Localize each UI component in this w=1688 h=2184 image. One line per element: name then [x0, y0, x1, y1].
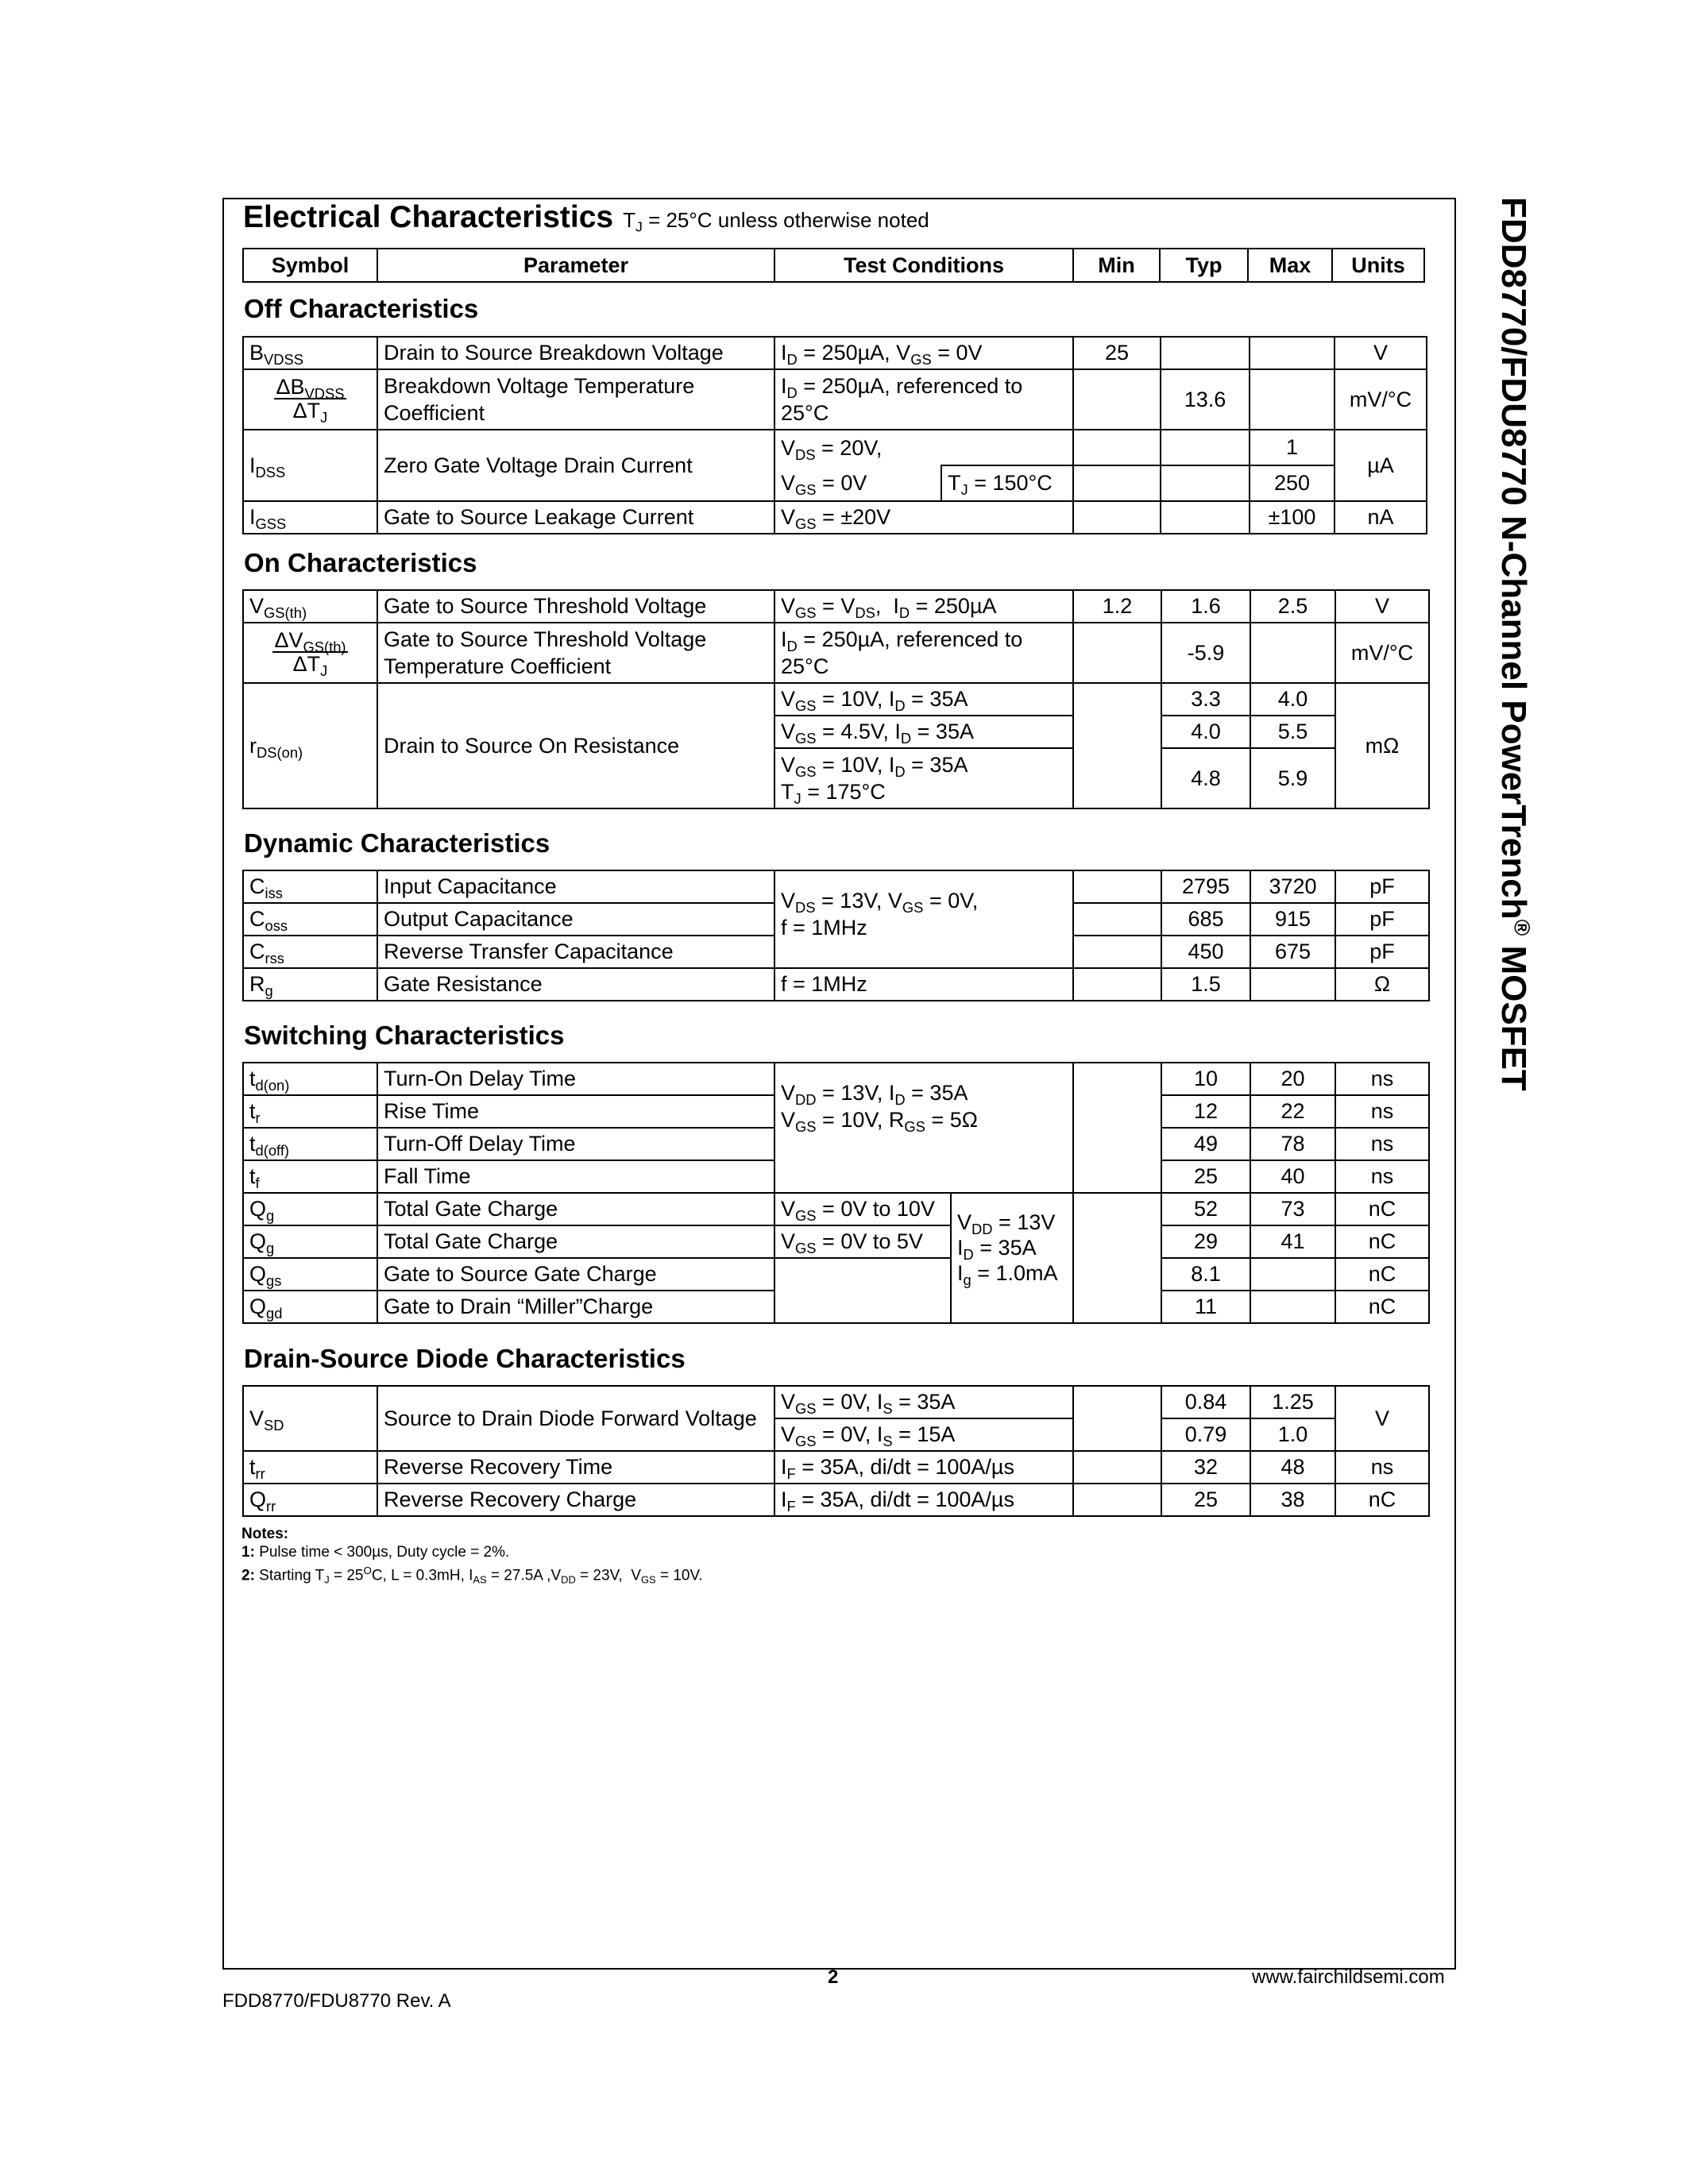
table-row: [243, 1193, 1429, 1225]
table-row: [243, 1258, 1429, 1291]
typ-value: 450: [1161, 936, 1250, 968]
symbol: $t_f$: [243, 1160, 377, 1193]
unit: nC: [1335, 1291, 1429, 1323]
symbol: $t_{d(off)}$: [243, 1128, 377, 1160]
test-condition: $I_D = 250\mu A$, $V_{GS} = 0V$: [774, 337, 1073, 369]
typ-value: 4.8: [1161, 748, 1250, 808]
table-row: [243, 1063, 1429, 1095]
notes: Notes: 1: Pulse time < 300µs, Duty cycle = 2%. 2: Starting $T_J = 25^OC$, L = 0.3mH, $I_{AS} = 27.5A$ $,V_{DD} = 23V$, $V_{GS} = 10V$.: [241, 1526, 703, 1586]
test-condition: $I_F = 35A$, di/dt = 100A/µs: [774, 1484, 1073, 1516]
section-switching-title: Switching Characteristics: [244, 1021, 565, 1050]
typ-value: 11: [1161, 1291, 1250, 1323]
test-condition: $V_{DS} = 20V$, $V_{GS} = 0V$ $T_J = 150^\circ C$: [774, 430, 1073, 501]
parameter: Fall Time: [377, 1160, 774, 1193]
symbol: $Q_{gs}$: [243, 1258, 377, 1291]
symbol: $C_{rss}$: [243, 936, 377, 968]
unit: ns: [1335, 1095, 1429, 1128]
test-condition: $V_{GS} = 10V$, $I_D = 35A$ $T_J = 175^\circ C$: [774, 748, 1073, 808]
unit: ns: [1335, 1451, 1429, 1484]
max-value: 1.25: [1250, 1386, 1335, 1418]
test-condition: $V_{DD} = 13V$, $I_D = 35A$ $V_{GS} = 10V$, $R_{GS} = 5\Omega$: [774, 1063, 1073, 1193]
table-row: [243, 1386, 1429, 1418]
symbol: $I_{DSS}$: [243, 430, 377, 501]
table-row: [243, 430, 1427, 465]
parameter: Input Capacitance: [377, 870, 774, 903]
typ-value: 0.79: [1161, 1418, 1250, 1451]
parameter: Turn-On Delay Time: [377, 1063, 774, 1095]
table-row: [243, 968, 1429, 1001]
max-value: 2.5: [1250, 590, 1335, 623]
typ-value: 685: [1161, 903, 1250, 936]
typ-value: 3.3: [1161, 683, 1250, 716]
typ-value: 25: [1161, 1160, 1250, 1193]
symbol: $Q_g$: [243, 1193, 377, 1225]
table-row: [243, 501, 1427, 534]
parameter: Gate to Source Threshold Voltage Temperature Coefficient: [377, 623, 774, 683]
column-header-table: [242, 248, 1425, 283]
max-value: 4.0: [1250, 683, 1335, 716]
unit: mV/°C: [1335, 369, 1427, 430]
parameter: Gate to Source Leakage Current: [377, 501, 774, 534]
unit: nC: [1335, 1258, 1429, 1291]
parameter: Gate to Source Gate Charge: [377, 1258, 774, 1291]
test-condition: $V_{GS} = \pm 20V$: [774, 501, 1073, 534]
test-condition: $V_{GS} = 0V$ to 10V: [774, 1193, 951, 1225]
max-value: 78: [1250, 1128, 1335, 1160]
page-title: Electrical Characteristics $T_J = 25^\circ C$ unless otherwise noted: [243, 200, 929, 235]
unit: mV/°C: [1335, 623, 1429, 683]
parameter: Turn-Off Delay Time: [377, 1128, 774, 1160]
max-value: 1: [1250, 430, 1335, 465]
typ-value: 2795: [1161, 870, 1250, 903]
table-row: [243, 1484, 1429, 1516]
max-value: 5.9: [1250, 748, 1335, 808]
typ-value: 52: [1161, 1193, 1250, 1225]
parameter: Source to Drain Diode Forward Voltage: [377, 1386, 774, 1451]
typ-value: 8.1: [1161, 1258, 1250, 1291]
symbol: $Q_{rr}$: [243, 1484, 377, 1516]
parameter: Reverse Recovery Time: [377, 1451, 774, 1484]
section-on-title: On Characteristics: [244, 548, 477, 577]
symbol: $\frac{\Delta V_{GS(th)}}{\Delta T_J}$: [243, 623, 377, 683]
typ-value: 25: [1161, 1484, 1250, 1516]
parameter: Reverse Recovery Charge: [377, 1484, 774, 1516]
parameter: Rise Time: [377, 1095, 774, 1128]
symbol: $V_{GS(th)}$: [243, 590, 377, 623]
test-condition: $V_{GS} = 0V$, $I_S = 35A$: [774, 1386, 1073, 1418]
unit: µA: [1335, 430, 1427, 501]
test-condition: $V_{GS} = 4.5V$, $I_D = 35A$: [774, 716, 1073, 748]
parameter: Gate to Source Threshold Voltage: [377, 590, 774, 623]
typ-value: 1.5: [1161, 968, 1250, 1001]
test-condition: $V_{GS} = 10V$, $I_D = 35A$: [774, 683, 1073, 716]
switching-characteristics-table: [242, 1062, 1430, 1324]
unit: pF: [1335, 936, 1429, 968]
unit: ns: [1335, 1160, 1429, 1193]
parameter: Zero Gate Voltage Drain Current: [377, 430, 774, 501]
section-diode-title: Drain-Source Diode Characteristics: [244, 1344, 686, 1373]
table-row: [243, 1451, 1429, 1484]
symbol: $I_{GSS}$: [243, 501, 377, 534]
table-row: [243, 870, 1429, 903]
parameter: Output Capacitance: [377, 903, 774, 936]
parameter: Reverse Transfer Capacitance: [377, 936, 774, 968]
symbol: $C_{iss}$: [243, 870, 377, 903]
max-value: 40: [1250, 1160, 1335, 1193]
unit: V: [1335, 590, 1429, 623]
test-condition: $I_F = 35A$, di/dt = 100A/µs: [774, 1451, 1073, 1484]
symbol: $Q_{gd}$: [243, 1291, 377, 1323]
symbol: $C_{oss}$: [243, 903, 377, 936]
typ-value: 13.6: [1161, 369, 1250, 430]
max-value: 1.0: [1250, 1418, 1335, 1451]
col-typ: Typ: [1160, 249, 1248, 282]
max-value: 3720: [1250, 870, 1335, 903]
test-condition: $V_{GS} = 0V$, $I_S = 15A$: [774, 1418, 1073, 1451]
col-symbol: Symbol: [243, 249, 377, 282]
symbol: $B_{VDSS}$: [243, 337, 377, 369]
symbol: $Q_g$: [243, 1225, 377, 1258]
test-condition: $I_D = 250\mu A$, referenced to 25°C: [774, 369, 1073, 430]
max-value: 5.5: [1250, 716, 1335, 748]
max-value: 48: [1250, 1451, 1335, 1484]
max-value: 73: [1250, 1193, 1335, 1225]
section-off-title: Off Characteristics: [244, 294, 479, 323]
typ-value: 49: [1161, 1128, 1250, 1160]
max-value: 675: [1250, 936, 1335, 968]
typ-value: -5.9: [1161, 623, 1250, 683]
symbol: $r_{DS(on)}$: [243, 683, 377, 808]
table-row: [243, 590, 1429, 623]
table-row: [243, 1225, 1429, 1258]
test-condition: $V_{GS} = 0V$ to 5V: [774, 1225, 951, 1258]
website-link[interactable]: www.fairchildsemi.com: [1252, 1966, 1445, 1988]
unit: V: [1335, 1386, 1429, 1451]
unit: mΩ: [1335, 683, 1429, 808]
unit: ns: [1335, 1128, 1429, 1160]
symbol: $t_r$: [243, 1095, 377, 1128]
symbol: $t_{rr}$: [243, 1451, 377, 1484]
parameter: Gate to Drain “Miller”Charge: [377, 1291, 774, 1323]
unit: Ω: [1335, 968, 1429, 1001]
unit: nC: [1335, 1484, 1429, 1516]
side-title: FDD8770/FDU8770 N-Channel PowerTrench® MOSFET: [1494, 197, 1535, 1091]
table-row: [243, 337, 1427, 369]
col-min: Min: [1073, 249, 1160, 282]
parameter: Total Gate Charge: [377, 1225, 774, 1258]
dynamic-characteristics-table: [242, 870, 1430, 1001]
max-value: 41: [1250, 1225, 1335, 1258]
on-characteristics-table: [242, 589, 1430, 809]
col-max: Max: [1248, 249, 1332, 282]
symbol: $V_{SD}$: [243, 1386, 377, 1451]
max-value: 915: [1250, 903, 1335, 936]
unit: nC: [1335, 1225, 1429, 1258]
max-value: 38: [1250, 1484, 1335, 1516]
test-condition: $V_{DS} = 13V$, $V_{GS} = 0V$, f = 1MHz: [774, 870, 1073, 968]
parameter: Drain to Source Breakdown Voltage: [377, 337, 774, 369]
col-test-conditions: Test Conditions: [774, 249, 1073, 282]
parameter: Total Gate Charge: [377, 1193, 774, 1225]
col-units: Units: [1332, 249, 1424, 282]
max-value: 20: [1250, 1063, 1335, 1095]
max-value: ±100: [1250, 501, 1335, 534]
min-value: 1.2: [1073, 590, 1161, 623]
page-number: 2: [828, 1966, 839, 1988]
typ-value: 1.6: [1161, 590, 1250, 623]
test-condition: $V_{GS} = V_{DS}$, $I_D = 250\mu A$: [774, 590, 1073, 623]
typ-value: 29: [1161, 1225, 1250, 1258]
max-value: 250: [1250, 465, 1335, 501]
symbol: $t_{d(on)}$: [243, 1063, 377, 1095]
diode-characteristics-table: [242, 1385, 1430, 1517]
test-condition: f = 1MHz: [774, 968, 1073, 1001]
parameter: Breakdown Voltage Temperature Coefficient: [377, 369, 774, 430]
unit: nA: [1335, 501, 1427, 534]
max-value: 22: [1250, 1095, 1335, 1128]
col-parameter: Parameter: [377, 249, 774, 282]
off-characteristics-table: [242, 336, 1427, 534]
unit: ns: [1335, 1063, 1429, 1095]
parameter: Gate Resistance: [377, 968, 774, 1001]
test-condition: $I_D = 250\mu A$, referenced to 25°C: [774, 623, 1073, 683]
test-condition: $V_{DD} = 13V$ $I_D = 35A$ $I_g = 1.0mA$: [951, 1193, 1073, 1323]
min-value: 25: [1073, 337, 1161, 369]
document-revision: FDD8770/FDU8770 Rev. A: [222, 1990, 451, 2012]
unit: V: [1335, 337, 1427, 369]
typ-value: 10: [1161, 1063, 1250, 1095]
parameter: Drain to Source On Resistance: [377, 683, 774, 808]
table-row: [243, 623, 1429, 683]
symbol: $\frac{\Delta B_{VDSS}}{\Delta T_J}$: [243, 369, 377, 430]
unit: nC: [1335, 1193, 1429, 1225]
symbol: $R_g$: [243, 968, 377, 1001]
table-row: [243, 369, 1427, 430]
unit: pF: [1335, 903, 1429, 936]
typ-value: 12: [1161, 1095, 1250, 1128]
section-dynamic-title: Dynamic Characteristics: [244, 828, 550, 858]
typ-value: 32: [1161, 1451, 1250, 1484]
unit: pF: [1335, 870, 1429, 903]
typ-value: 0.84: [1161, 1386, 1250, 1418]
table-row: [243, 683, 1429, 716]
typ-value: 4.0: [1161, 716, 1250, 748]
